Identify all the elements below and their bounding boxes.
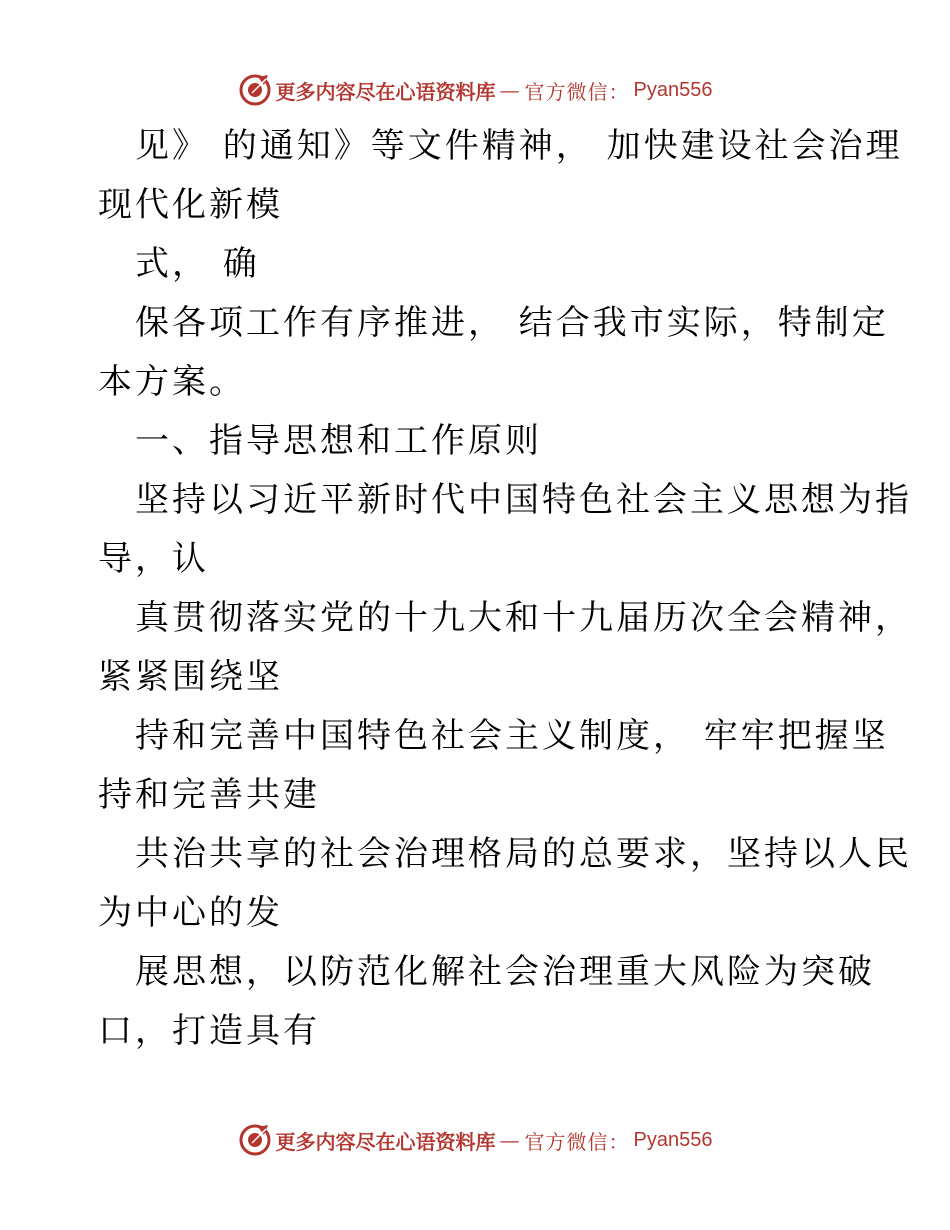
text-line: 紧紧围绕坚 xyxy=(98,657,283,697)
text-line: 真贯彻落实党的十九大和十九届历次全会精神， xyxy=(135,598,912,638)
document-body xyxy=(98,117,912,1061)
watermark-content xyxy=(238,1123,713,1157)
text-line: 为中心的发 xyxy=(98,893,283,933)
watermark-wechat-id: Pyan556 xyxy=(633,1128,713,1151)
text-line: 本方案。 xyxy=(98,362,246,402)
text-line: 口，打造具有 xyxy=(98,1011,320,1051)
text-line: 见》 的通知》等文件精神， 加快建设社会治理 xyxy=(135,126,903,166)
section-heading: 一、指导思想和工作原则 xyxy=(135,421,542,461)
text-line: 共治共享的社会治理格局的总要求，坚持以人民 xyxy=(135,834,912,874)
watermark-wechat-id: Pyan556 xyxy=(633,78,713,101)
text-line: 持和完善共建 xyxy=(98,775,320,815)
watermark-brand-text: 更多内容尽在心语资料库 xyxy=(275,79,496,104)
text-line: 持和完善中国特色社会主义制度， 牢牢把握坚 xyxy=(135,716,889,756)
watermark-dash: — xyxy=(499,1128,521,1152)
footer-watermark xyxy=(0,1120,950,1160)
text-line: 式， 确 xyxy=(135,244,260,284)
text-line: 现代化新模 xyxy=(98,185,283,225)
watermark-content xyxy=(238,73,713,107)
watermark-dash: — xyxy=(499,78,521,102)
text-line: 展思想，以防范化解社会治理重大风险为突破 xyxy=(135,952,875,992)
watermark-wechat-label: 官方微信： xyxy=(524,1129,630,1154)
header-watermark xyxy=(0,70,950,110)
text-line: 导，认 xyxy=(98,539,209,579)
text-line: 坚持以习近平新时代中国特色社会主义思想为指 xyxy=(135,480,912,520)
feather-pen-circle-icon xyxy=(238,1123,272,1157)
feather-pen-circle-icon xyxy=(238,73,272,107)
watermark-wechat-label: 官方微信： xyxy=(524,79,630,104)
text-line: 保各项工作有序推进， 结合我市实际，特制定 xyxy=(135,303,889,343)
watermark-brand-text: 更多内容尽在心语资料库 xyxy=(275,1129,496,1154)
